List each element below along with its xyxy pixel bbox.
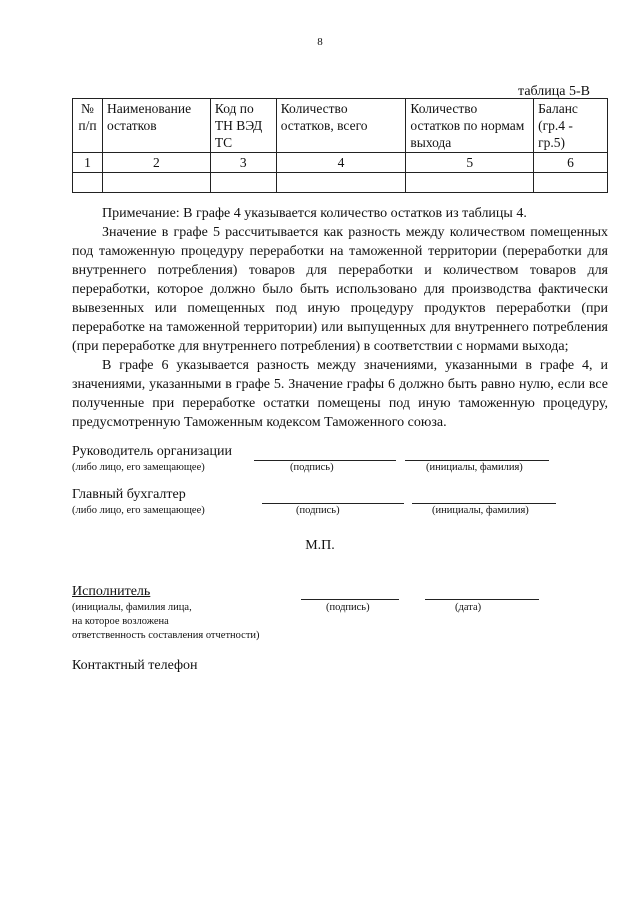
empty-cell <box>406 173 534 193</box>
col-number-6: 6 <box>534 153 608 173</box>
header-col-1: № п/п <box>73 99 103 153</box>
head-name-line <box>405 460 549 461</box>
body-paragraph-2: В графе 6 указывается разность между значениями, указанными в графе 4, и значениями, указанными в графе 5. Значение графы 6 должно быть равно нулю, если все полученные при переработке остатки помещены под иную таможенную процедуру, предусмотренную Таможенным кодексом Таможенного союза. <box>72 358 608 430</box>
head-signature-line <box>254 460 396 461</box>
accountant-sub-label: (либо лицо, его замещающее) <box>72 505 205 516</box>
head-name-caption: (инициалы, фамилия) <box>426 462 523 473</box>
head-label: Руководитель организации <box>72 444 232 459</box>
accountant-sign-caption: (подпись) <box>296 505 340 516</box>
body-paragraph-1: Значение в графе 5 рассчитывается как разность между количеством помещенных под таможенную процедуру переработки на таможенной территории (переработки для внутреннего потребления) товаров для переработки и количеством товаров для переработки, которое должно было быть использовано для производства фактически вывезенных или помещенных под иную процедуру продуктов переработки (при переработке на таможенной территории) или выпущенных для внутреннего потребления (при переработке для внутреннего потребления) в соответствии с нормами выхода; <box>72 225 608 354</box>
accountant-name-line <box>412 503 556 504</box>
accountant-signature-line <box>262 503 404 504</box>
executor-label: Исполнитель <box>72 584 151 599</box>
header-col-2: Наименование остатков <box>102 99 210 153</box>
table-caption: таблица 5-В <box>518 84 590 99</box>
executor-sub-label-2: на которое возложена <box>72 616 169 627</box>
table-5v <box>72 98 608 193</box>
executor-date-line <box>425 599 539 600</box>
empty-cell <box>276 173 406 193</box>
stamp-mark: М.П. <box>305 538 335 553</box>
header-col-6: Баланс (гр.4 - гр.5) <box>534 99 608 153</box>
accountant-label: Главный бухгалтер <box>72 487 186 502</box>
accountant-name-caption: (инициалы, фамилия) <box>432 505 529 516</box>
executor-sign-caption: (подпись) <box>326 602 370 613</box>
col-number-4: 4 <box>276 153 406 173</box>
table-empty-row <box>73 173 608 193</box>
head-sign-caption: (подпись) <box>290 462 334 473</box>
head-sub-label: (либо лицо, его замещающее) <box>72 462 205 473</box>
executor-date-caption: (дата) <box>455 602 482 613</box>
empty-cell <box>210 173 276 193</box>
page-number: 8 <box>317 36 323 48</box>
empty-cell <box>534 173 608 193</box>
table-header-row <box>73 99 608 153</box>
executor-sub-label-3: ответственность составления отчетности) <box>72 630 260 641</box>
header-col-4: Количество остатков, всего <box>276 99 406 153</box>
executor-signature-line <box>301 599 399 600</box>
empty-cell <box>73 173 103 193</box>
executor-sub-label-1: (инициалы, фамилия лица, <box>72 602 192 613</box>
col-number-2: 2 <box>102 153 210 173</box>
col-number-3: 3 <box>210 153 276 173</box>
header-col-3: Код по ТН ВЭД ТС <box>210 99 276 153</box>
note-paragraph: Примечание: В графе 4 указывается количество остатков из таблицы 4. <box>102 206 527 221</box>
col-number-1: 1 <box>73 153 103 173</box>
header-col-5: Количество остатков по нормам выхода <box>406 99 534 153</box>
column-number-row <box>73 153 608 173</box>
contact-phone-label: Контактный телефон <box>72 658 198 673</box>
col-number-5: 5 <box>406 153 534 173</box>
empty-cell <box>102 173 210 193</box>
